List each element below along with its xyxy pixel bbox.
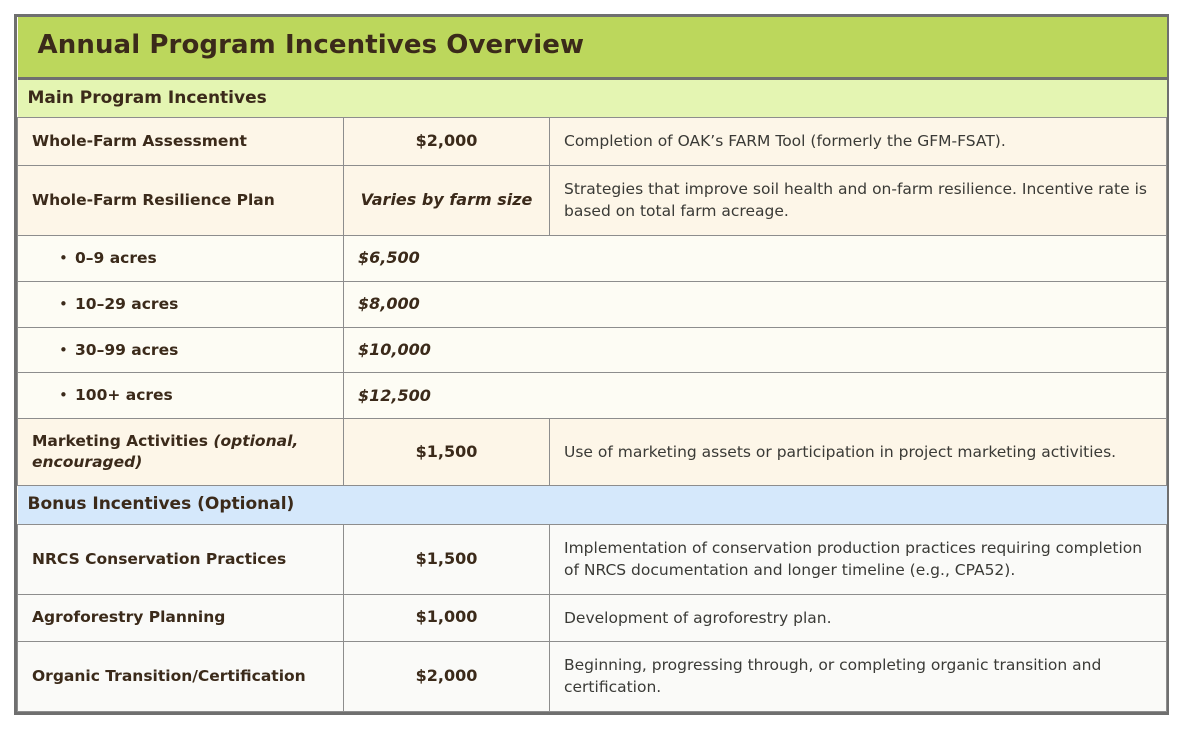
incentives-table <box>17 17 1167 712</box>
acre-tier-amount: $10,000 <box>358 339 431 359</box>
table-row <box>18 419 1167 486</box>
acre-tier-name-cell <box>18 281 344 327</box>
page-title: Annual Program Incentives Overview <box>37 30 585 60</box>
incentive-amount-cell <box>344 165 550 235</box>
incentive-description: Implementation of conservation production practices requiring completion of NRCS documentation and longer timeline (e.g., CPA52). <box>564 538 1143 580</box>
incentive-name <box>32 431 329 473</box>
incentive-name: Whole-Farm Assessment <box>32 132 247 151</box>
incentive-description: Strategies that improve soil health and on-farm resilience. Incentive rate is based on total farm acreage. <box>564 179 1147 221</box>
acre-tier-label: 30–99 acres <box>75 340 179 359</box>
section-header-main-cell <box>18 78 1167 117</box>
acre-tier-amount-cell <box>344 373 1167 419</box>
section-title-bonus: Bonus Incentives (Optional) <box>27 494 295 515</box>
acre-tier-name-cell <box>18 373 344 419</box>
incentive-amount-cell <box>344 118 550 165</box>
incentive-description: Use of marketing assets or participation in project marketing activities. <box>564 443 1117 462</box>
incentive-name: Organic Transition/Certification <box>32 667 306 686</box>
section-title-main: Main Program Incentives <box>27 87 267 108</box>
acre-tier-label: 0–9 acres <box>75 248 157 267</box>
incentive-description-cell <box>550 524 1167 594</box>
bullet-icon: • <box>59 294 68 313</box>
bullet-icon: • <box>59 386 68 405</box>
incentive-name-cell <box>18 419 344 486</box>
incentive-description-cell <box>550 594 1167 641</box>
acre-tier-amount-cell <box>344 281 1167 327</box>
incentive-amount-cell <box>344 419 550 486</box>
incentive-description: Completion of OAK’s FARM Tool (formerly the GFM-FSAT). <box>564 132 1006 151</box>
incentive-description: Beginning, progressing through, or completing organic transition and certification. <box>564 656 1102 697</box>
incentive-amount: $1,500 <box>415 548 478 568</box>
incentive-description-cell <box>550 118 1167 165</box>
table-title-row <box>18 17 1167 78</box>
table-row <box>18 165 1167 235</box>
acre-tier-amount: $6,500 <box>358 247 420 267</box>
incentive-amount-cell <box>344 524 550 594</box>
bullet-icon: • <box>59 248 68 267</box>
table-row <box>18 281 1167 327</box>
acre-tier-amount: $12,500 <box>358 385 431 405</box>
incentive-amount: Varies by farm size <box>360 189 533 209</box>
acre-tier-amount: $8,000 <box>358 293 420 313</box>
table-row <box>18 642 1167 712</box>
acre-tier-amount-cell <box>344 327 1167 373</box>
incentive-description-cell <box>550 419 1167 486</box>
table-row <box>18 327 1167 373</box>
incentive-amount: $1,000 <box>415 607 478 627</box>
incentive-name: NRCS Conservation Practices <box>32 549 287 568</box>
section-header-bonus <box>18 486 1167 524</box>
section-header-bonus-cell <box>18 486 1167 524</box>
table-row <box>18 118 1167 165</box>
acre-tier-label: 10–29 acres <box>75 294 179 313</box>
incentive-name-main: Marketing Activities <box>32 432 214 451</box>
incentive-description-cell <box>550 165 1167 235</box>
incentive-name-cell <box>18 165 344 235</box>
incentives-table-container <box>14 14 1169 715</box>
table-title-cell <box>18 17 1167 78</box>
incentive-amount: $1,500 <box>415 441 478 461</box>
table-row <box>18 373 1167 419</box>
incentive-name: Whole-Farm Resilience Plan <box>32 190 275 209</box>
incentive-amount-cell <box>344 594 550 641</box>
table-row <box>18 524 1167 594</box>
acre-tier-label: 100+ acres <box>75 386 173 405</box>
incentive-name-note: (optional, encouraged) <box>32 432 299 472</box>
incentive-name-cell <box>18 524 344 594</box>
table-row <box>18 235 1167 281</box>
section-header-main <box>18 78 1167 117</box>
incentive-amount-cell <box>344 642 550 712</box>
incentive-name-cell <box>18 594 344 641</box>
acre-tier-name-cell <box>18 235 344 281</box>
incentive-description: Development of agroforestry plan. <box>564 608 832 627</box>
bullet-icon: • <box>59 340 68 359</box>
incentive-name: Agroforestry Planning <box>32 608 226 627</box>
acre-tier-amount-cell <box>344 235 1167 281</box>
incentive-amount: $2,000 <box>415 666 478 686</box>
acre-tier-name-cell <box>18 327 344 373</box>
incentive-name-cell <box>18 118 344 165</box>
incentive-description-cell <box>550 642 1167 712</box>
incentive-name-cell <box>18 642 344 712</box>
table-row <box>18 594 1167 641</box>
incentive-amount: $2,000 <box>415 131 478 151</box>
